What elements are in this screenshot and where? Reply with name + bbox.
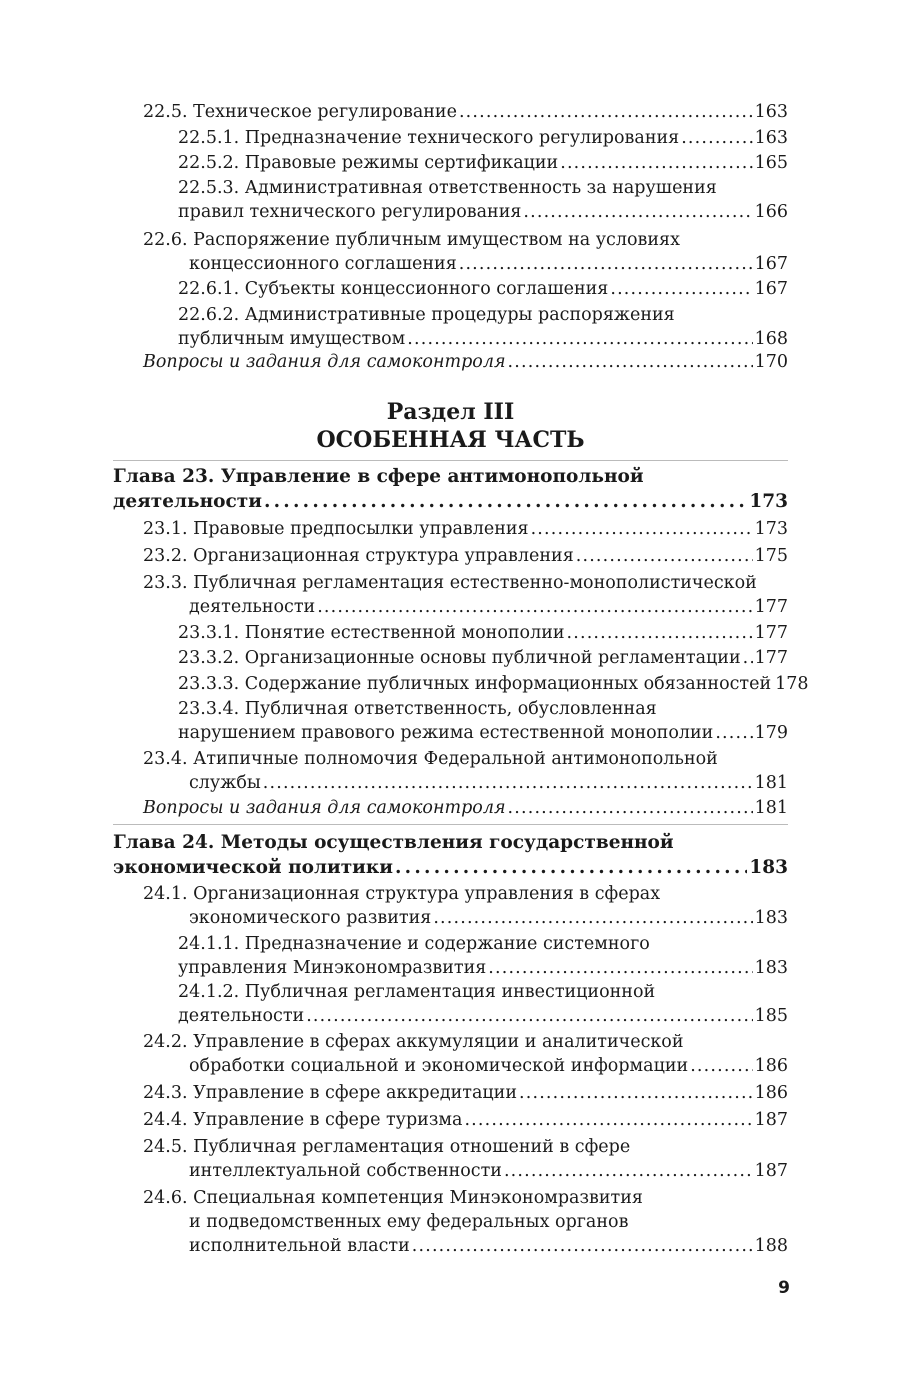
toc-entry-self-check: Вопросы и задания для самоконтроля . . . 170 [143, 350, 788, 374]
toc-entry: 23.3. Публичная регламентация естественно-монополистической деятельности . . . 177 [143, 571, 788, 619]
toc-entry: 23.4. Атипичные полномочия Федеральной антимонопольной службы . . . 181 [143, 747, 788, 795]
page-number: 9 [778, 1278, 790, 1298]
divider [113, 824, 788, 825]
toc-entry: 23.3.1. Понятие естественной монополии . . . 177 [178, 621, 788, 645]
toc-entry: 23.3.3. Содержание публичных информационных обязанностей 178 [178, 674, 809, 694]
divider [113, 460, 788, 461]
toc-entry: 24.1.1. Предназначение и содержание системного управления Минэкономразвития . . . 183 [178, 932, 788, 980]
toc-entry: 24.1.2. Публичная регламентация инвестиционной деятельности . . . 185 [178, 980, 788, 1028]
toc-entry: 23.2. Организационная структура управления . . . 175 [143, 544, 788, 568]
toc-entry: 22.5.2. Правовые режимы сертификации . . . 165 [178, 151, 788, 175]
part-title: ОСОБЕННАЯ ЧАСТЬ [316, 427, 585, 453]
toc-entry: 22.6.2. Административные процедуры распоряжения публичным имуществом . . . 168 [178, 303, 788, 351]
toc-entry: 24.1. Организационная структура управления в сферах экономического развития . . . 183 [143, 882, 788, 930]
toc-entry: 24.2. Управление в сферах аккумуляции и аналитической обработки социальной и экономической информации . . . 186 [143, 1030, 788, 1078]
toc-entry: 22.5.3. Административная ответственность за нарушения правил технического регулирования . . . 166 [178, 176, 788, 224]
toc-entry: 24.6. Специальная компетенция Минэкономразвития и подведомственных ему федеральных органов исполнительной власти . . . 188 [143, 1186, 788, 1258]
toc-entry: 23.3.2. Организационные основы публичной регламентации . . . 177 [178, 646, 788, 670]
toc-entry: 24.4. Управление в сфере туризма . . . 187 [143, 1108, 788, 1132]
toc-entry: 22.6.1. Субъекты концессионного соглашения . . . 167 [178, 277, 788, 301]
toc-entry: 22.5.1. Предназначение технического регулирования . . . 163 [178, 126, 788, 150]
toc-chapter: Глава 24. Методы осуществления государственной экономической политики . . . 183 [113, 830, 788, 880]
toc-entry: 23.1. Правовые предпосылки управления . . . 173 [143, 517, 788, 541]
toc-chapter: Глава 23. Управление в сфере антимонопольной деятельности . . . 173 [113, 464, 788, 514]
toc-entry-self-check: Вопросы и задания для самоконтроля . . . 181 [143, 796, 788, 820]
part-label: Раздел III [386, 399, 515, 425]
toc-entry: 22.6. Распоряжение публичным имуществом на условиях концессионного соглашения . . . 167 [143, 228, 788, 276]
toc-entry: 23.3.4. Публичная ответственность, обусловленная нарушением правового режима естественной монополии . . . 179 [178, 697, 788, 745]
toc-entry: 24.5. Публичная регламентация отношений в сфере интеллектуальной собственности . . . 187 [143, 1135, 788, 1183]
toc-entry: 24.3. Управление в сфере аккредитации . . . 186 [143, 1081, 788, 1105]
toc-entry: 22.5. Техническое регулирование . . . 163 [143, 100, 788, 124]
